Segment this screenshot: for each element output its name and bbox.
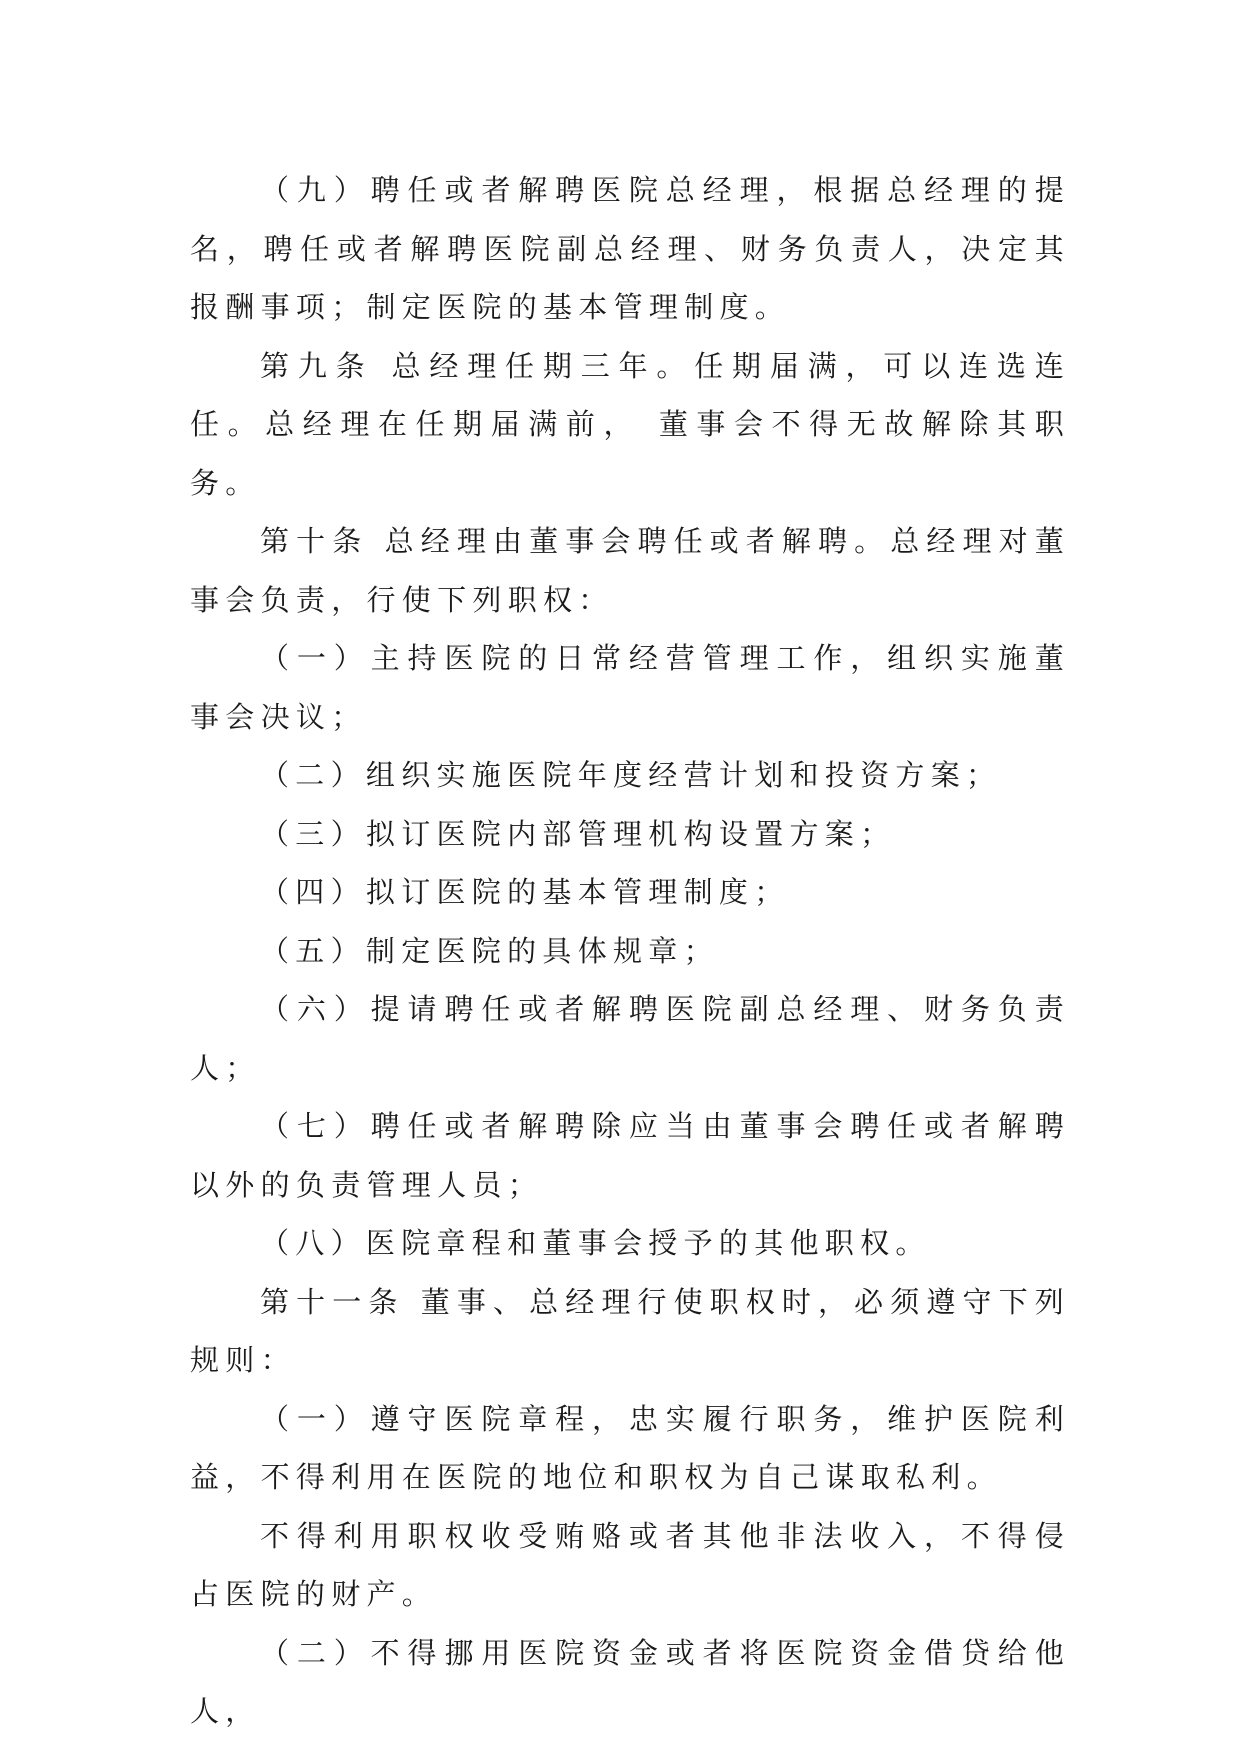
document-body: [190, 161, 1070, 1741]
paragraph-article-11-item-1: （一）遵守医院章程，忠实履行职务，维护医院利益，不得利用在医院的地位和职权为自己谋取私利。: [190, 1401, 1070, 1494]
paragraph-article-11-item-1-continued: 不得利用职权收受贿赂或者其他非法收入，不得侵占医院的财产。: [190, 1518, 1070, 1611]
paragraph-article-10-item-5: （五）制定医院的具体规章；: [260, 933, 719, 968]
paragraph-article-11-item-2: （二）不得挪用医院资金或者将医院资金借贷给他人，: [190, 1635, 1070, 1728]
paragraph-article-9: 第九条 总经理任期三年。任期届满，可以连选连任。总经理在任期届满前， 董事会不得无故解除其职务。: [190, 348, 1070, 500]
paragraph-article-10-item-6: （六）提请聘任或者解聘医院副总经理、财务负责人；: [190, 992, 1070, 1085]
paragraph-article-10-item-2: （二）组织实施医院年度经营计划和投资方案；: [260, 758, 1002, 792]
paragraph-article-10-item-1: （一）主持医院的日常经营管理工作，组织实施董事会决议；: [190, 641, 1070, 734]
paragraph-article-10-item-8: （八）医院章程和董事会授予的其他职权。: [260, 1226, 931, 1260]
paragraph-article-10: 第十条 总经理由董事会聘任或者解聘。总经理对董事会负责，行使下列职权：: [190, 524, 1070, 617]
paragraph-article-10-item-7: （七）聘任或者解聘除应当由董事会聘任或者解聘以外的负责管理人员；: [190, 1109, 1070, 1202]
paragraph-article-10-item-3: （三）拟订医院内部管理机构设置方案；: [260, 816, 896, 851]
paragraph-article-11: 第十一条 董事、总经理行使职权时，必须遵守下列规则：: [190, 1284, 1070, 1377]
paragraph-article-10-item-4: （四）拟订医院的基本管理制度；: [260, 875, 790, 909]
paragraph-item-9-appoint-manager: （九）聘任或者解聘医院总经理，根据总经理的提名，聘任或者解聘医院副总经理、财务负责人，决定其报酬事项；制定医院的基本管理制度。: [190, 173, 1070, 324]
